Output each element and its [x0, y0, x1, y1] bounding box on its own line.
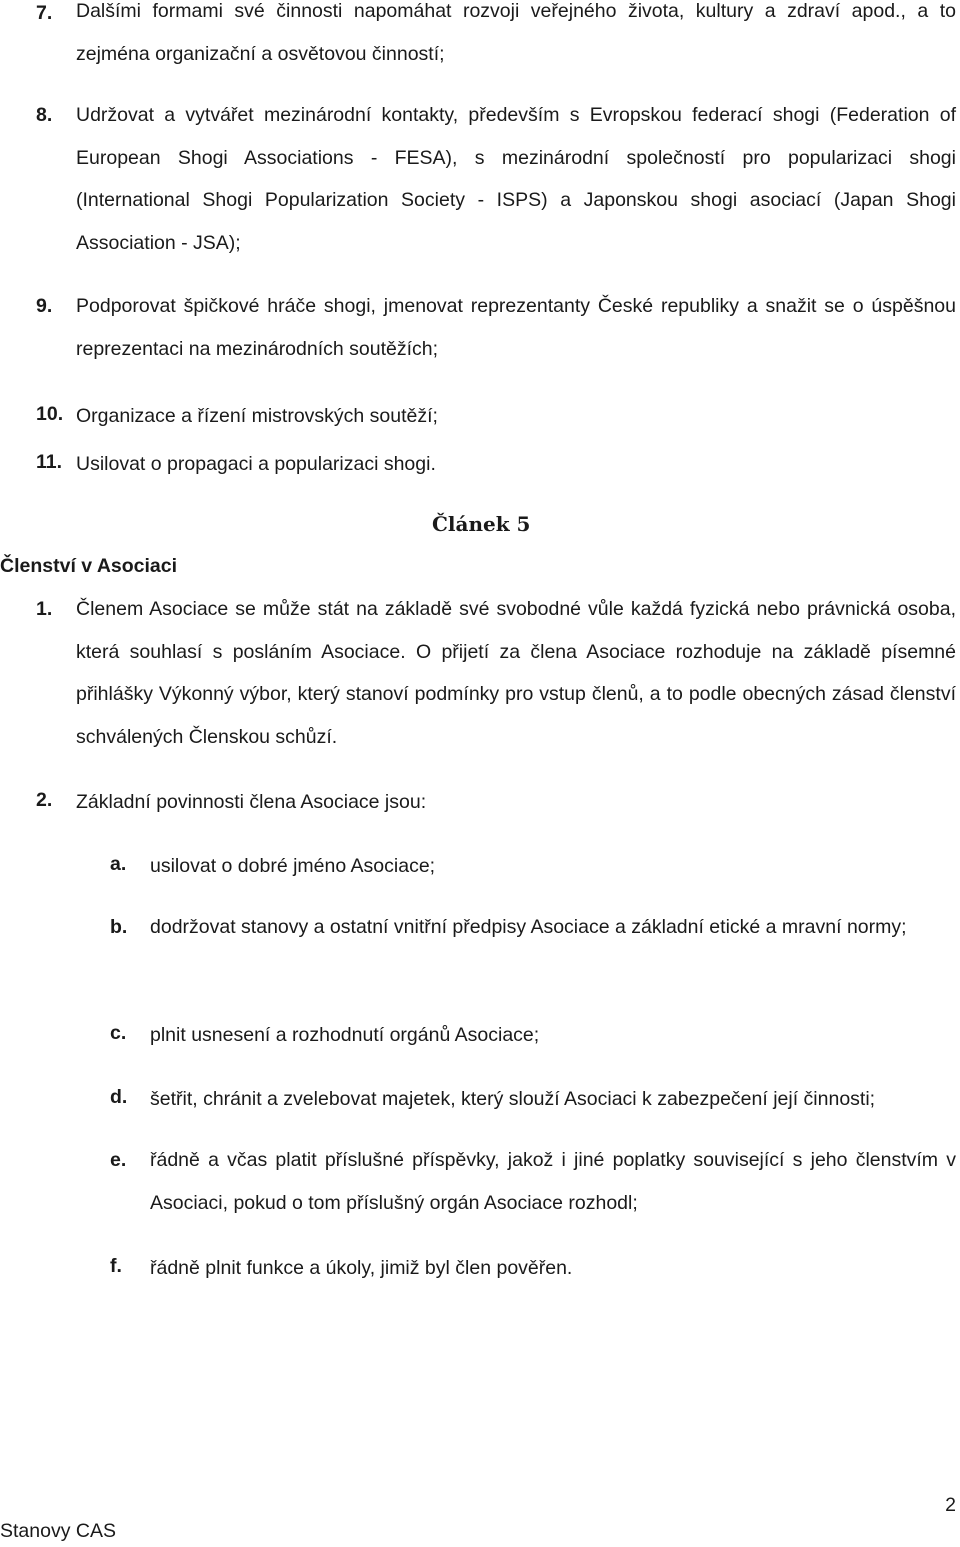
sub-item-text: usilovat o dobré jméno Asociace;	[150, 855, 436, 877]
list-item-number: 8.	[36, 104, 53, 126]
list-item-text: Udržovat a vytvářet mezinárodní kontakty, především s Evropskou federací shogi (Federation of European Shogi Associations - FESA), s mezinárodní společností pro popularizaci shogi (International Shogi Popularization Society - ISPS) a Japonskou shogi asociací (Japan Shogi Association - JSA);	[76, 104, 956, 254]
sub-item-letter: c.	[110, 1022, 127, 1044]
list-item-number: 1.	[36, 598, 53, 620]
sub-item-text: plnit usnesení a rozhodnutí orgánů Asociace;	[150, 1024, 540, 1046]
article-heading: Článek 5	[432, 512, 531, 536]
list-item-text: Základní povinnosti člena Asociace jsou:	[76, 791, 427, 813]
sub-item-letter: d.	[110, 1086, 128, 1108]
sub-item-text: řádně a včas platit příslušné příspěvky, jakož i jiné poplatky související s jeho členstvím v Asociaci, pokud o tom příslušný orgán Asociace rozhodl;	[150, 1149, 956, 1214]
list-item-text: Usilovat o propagaci a popularizaci shogi.	[76, 453, 436, 475]
list-item-text: Podporovat špičkové hráče shogi, jmenovat reprezentanty České republiky a snažit se o úspěšnou reprezentaci na mezinárodních soutěžích;	[76, 295, 956, 360]
list-item-text: Organizace a řízení mistrovských soutěží;	[76, 405, 438, 427]
sub-item-letter: f.	[110, 1255, 122, 1277]
sub-item-text: šetřit, chránit a zvelebovat majetek, který slouží Asociaci k zabezpečení její činnosti;	[150, 1088, 876, 1110]
list-item-text: Dalšími formami své činnosti napomáhat rozvoji veřejného života, kultury a zdraví apod., a to zejména organizační a osvětovou činností;	[76, 0, 956, 65]
sub-item-text: řádně plnit funkce a úkoly, jimiž byl člen pověřen.	[150, 1257, 573, 1279]
list-item-number: 7.	[36, 2, 53, 24]
list-item-number: 11.	[36, 451, 63, 473]
list-item-number: 9.	[36, 295, 53, 317]
sub-item-letter: b.	[110, 916, 128, 938]
sub-item-text: dodržovat stanovy a ostatní vnitřní předpisy Asociace a základní etické a mravní normy;	[150, 916, 907, 938]
page-number: 2	[945, 1494, 956, 1516]
section-heading: Členství v Asociaci	[0, 555, 178, 577]
footer-document-name: Stanovy CAS	[0, 1520, 116, 1542]
list-item-text: Členem Asociace se může stát na základě své svobodné vůle každá fyzická nebo právnická osoba, která souhlasí s posláním Asociace. O přijetí za člena Asociace rozhoduje na základě písemné přihlášky Výkonný výbor, který stanoví podmínky pro vstup členů, a to podle obecných zásad členství schválených Členskou schůzí.	[76, 598, 956, 748]
sub-item-letter: e.	[110, 1149, 127, 1171]
sub-item-letter: a.	[110, 853, 127, 875]
list-item-number: 10.	[36, 403, 64, 425]
list-item-number: 2.	[36, 789, 53, 811]
